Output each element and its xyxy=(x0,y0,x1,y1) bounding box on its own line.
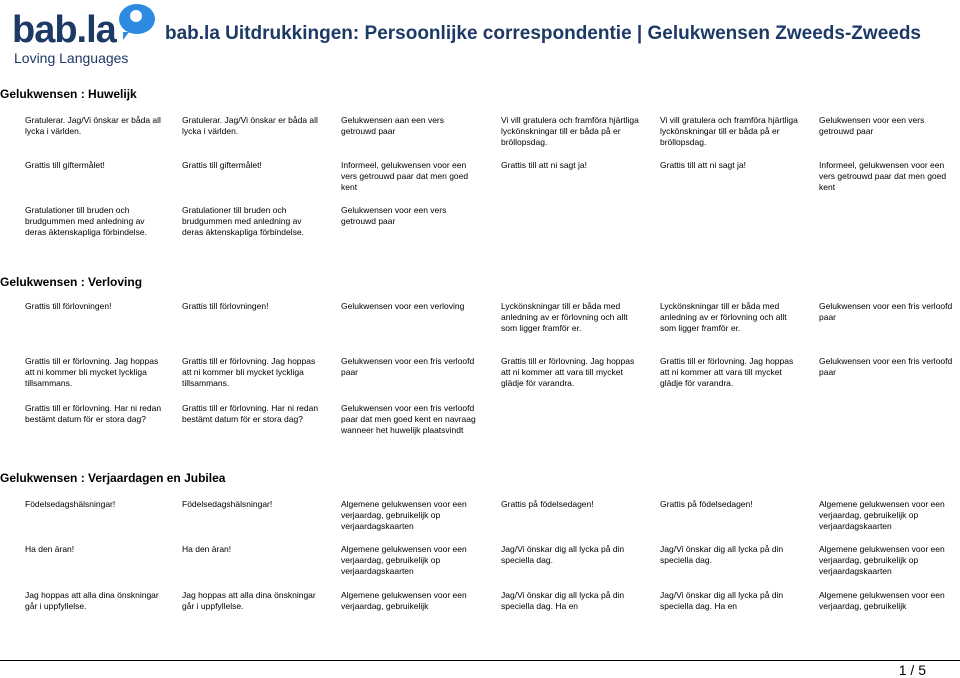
footer-divider xyxy=(0,660,960,661)
phrase-text: Grattis till giftermålet! xyxy=(25,160,105,170)
phrase-text: Jag/Vi önskar dig all lycka på din speciella dag. Ha en xyxy=(501,590,625,611)
phrase-text: Födelsedagshälsningar! xyxy=(182,499,273,509)
phrase-text: Lyckönskningar till er båda med anledning av er förlovning och allt som ligger framför er. xyxy=(501,301,628,333)
usage-note: Gelukwensen voor een fris verloofd paar xyxy=(819,301,953,322)
speech-bubble-icon xyxy=(119,4,155,34)
phrase-text: Grattis på födelsedagen! xyxy=(501,499,594,509)
usage-note: Gelukwensen voor een fris verloofd paar xyxy=(819,356,953,377)
usage-note: Gelukwensen voor een vers getrouwd paar xyxy=(341,205,447,226)
phrase-text: Gratulationer till bruden och brudgummen med anledning av deras äktenskapliga förbindelse. xyxy=(25,205,147,237)
phrase-text: Grattis på födelsedagen! xyxy=(660,499,753,509)
phrase-text: Jag/Vi önskar dig all lycka på din speciella dag. Ha en xyxy=(660,590,784,611)
phrase-text: Grattis till giftermålet! xyxy=(182,160,262,170)
phrase-text: Jag/Vi önskar dig all lycka på din speciella dag. xyxy=(501,544,625,565)
phrase-text: Lyckönskningar till er båda med anledning av er förlovning och allt som ligger framför er. xyxy=(660,301,787,333)
usage-note: Informeel, gelukwensen voor een vers getrouwd paar dat men goed kent xyxy=(819,160,947,192)
phrase-text: Gratulerar. Jag/Vi önskar er båda all lycka i världen. xyxy=(25,115,161,136)
phrase-text: Gratulationer till bruden och brudgummen med anledning av deras äktenskapliga förbindelse. xyxy=(182,205,304,237)
phrase-text: Grattis till att ni sagt ja! xyxy=(501,160,587,170)
phrase-text: Grattis till förlovningen! xyxy=(182,301,269,311)
phrase-text: Grattis till er förlovning. Har ni redan bestämt datum för er stora dag? xyxy=(25,403,162,424)
phrase-text: Jag hoppas att alla dina önskningar går i uppfyllelse. xyxy=(25,590,159,611)
usage-note: Gelukwensen voor een verloving xyxy=(341,301,465,311)
phrase-text: Gratulerar. Jag/Vi önskar er båda all lycka i världen. xyxy=(182,115,318,136)
usage-note: Gelukwensen voor een vers getrouwd paar xyxy=(819,115,925,136)
usage-note: Algemene gelukwensen voor een verjaardag, gebruikelijk xyxy=(819,590,945,611)
usage-note: Gelukwensen aan een vers getrouwd paar xyxy=(341,115,445,136)
usage-note: Algemene gelukwensen voor een verjaardag, gebruikelijk xyxy=(341,590,467,611)
phrase-text: Grattis till er förlovning. Har ni redan bestämt datum för er stora dag? xyxy=(182,403,319,424)
section-heading: Gelukwensen : Verloving xyxy=(0,275,143,289)
logo-tagline: Loving Languages xyxy=(14,50,129,66)
phrase-text: Grattis till er förlovning. Jag hoppas att ni kommer att vara till mycket glädje för varandra. xyxy=(501,356,635,388)
usage-note: Algemene gelukwensen voor een verjaardag, gebruikelijk op verjaardagskaarten xyxy=(341,544,467,576)
phrase-text: Födelsedagshälsningar! xyxy=(25,499,116,509)
usage-note: Algemene gelukwensen voor een verjaardag, gebruikelijk op verjaardagskaarten xyxy=(819,544,945,576)
phrase-text: Ha den äran! xyxy=(25,544,75,554)
phrase-text: Grattis till att ni sagt ja! xyxy=(660,160,746,170)
phrase-text: Grattis till er förlovning. Jag hoppas att ni kommer bli mycket lyckliga tillsammans. xyxy=(25,356,159,388)
usage-note: Informeel, gelukwensen voor een vers getrouwd paar dat men goed kent xyxy=(341,160,469,192)
phrase-text: Grattis till er förlovning. Jag hoppas att ni kommer bli mycket lyckliga tillsammans. xyxy=(182,356,316,388)
phrase-text: Jag/Vi önskar dig all lycka på din speciella dag. xyxy=(660,544,784,565)
usage-note: Gelukwensen voor een fris verloofd paar dat men goed kent en navraag wanneer het huwelijk plaatsvindt xyxy=(341,403,476,435)
phrase-text: Grattis till er förlovning. Jag hoppas att ni kommer att vara till mycket glädje för varandra. xyxy=(660,356,794,388)
section-heading: Gelukwensen : Huwelijk xyxy=(0,87,137,101)
usage-note: Algemene gelukwensen voor een verjaardag, gebruikelijk op verjaardagskaarten xyxy=(341,499,467,531)
phrase-text: Ha den äran! xyxy=(182,544,232,554)
usage-note: Gelukwensen voor een fris verloofd paar xyxy=(341,356,475,377)
page-title: bab.la Uitdrukkingen: Persoonlijke correspondentie | Gelukwensen Zweeds-Zweeds xyxy=(165,23,922,44)
phrase-text: Grattis till förlovningen! xyxy=(25,301,112,311)
phrase-text: Jag hoppas att alla dina önskningar går i uppfyllelse. xyxy=(182,590,316,611)
usage-note: Algemene gelukwensen voor een verjaardag, gebruikelijk op verjaardagskaarten xyxy=(819,499,945,531)
page-number: 1 / 5 xyxy=(898,662,926,678)
section-heading: Gelukwensen : Verjaardagen en Jubilea xyxy=(0,471,226,485)
phrase-text: Vi vill gratulera och framföra hjärtliga lyckönskningar till er båda på er bröllopsdag. xyxy=(501,115,639,147)
logo-text: bab.la xyxy=(12,9,116,51)
phrase-text: Vi vill gratulera och framföra hjärtliga lyckönskningar till er båda på er bröllopsdag. xyxy=(660,115,798,147)
